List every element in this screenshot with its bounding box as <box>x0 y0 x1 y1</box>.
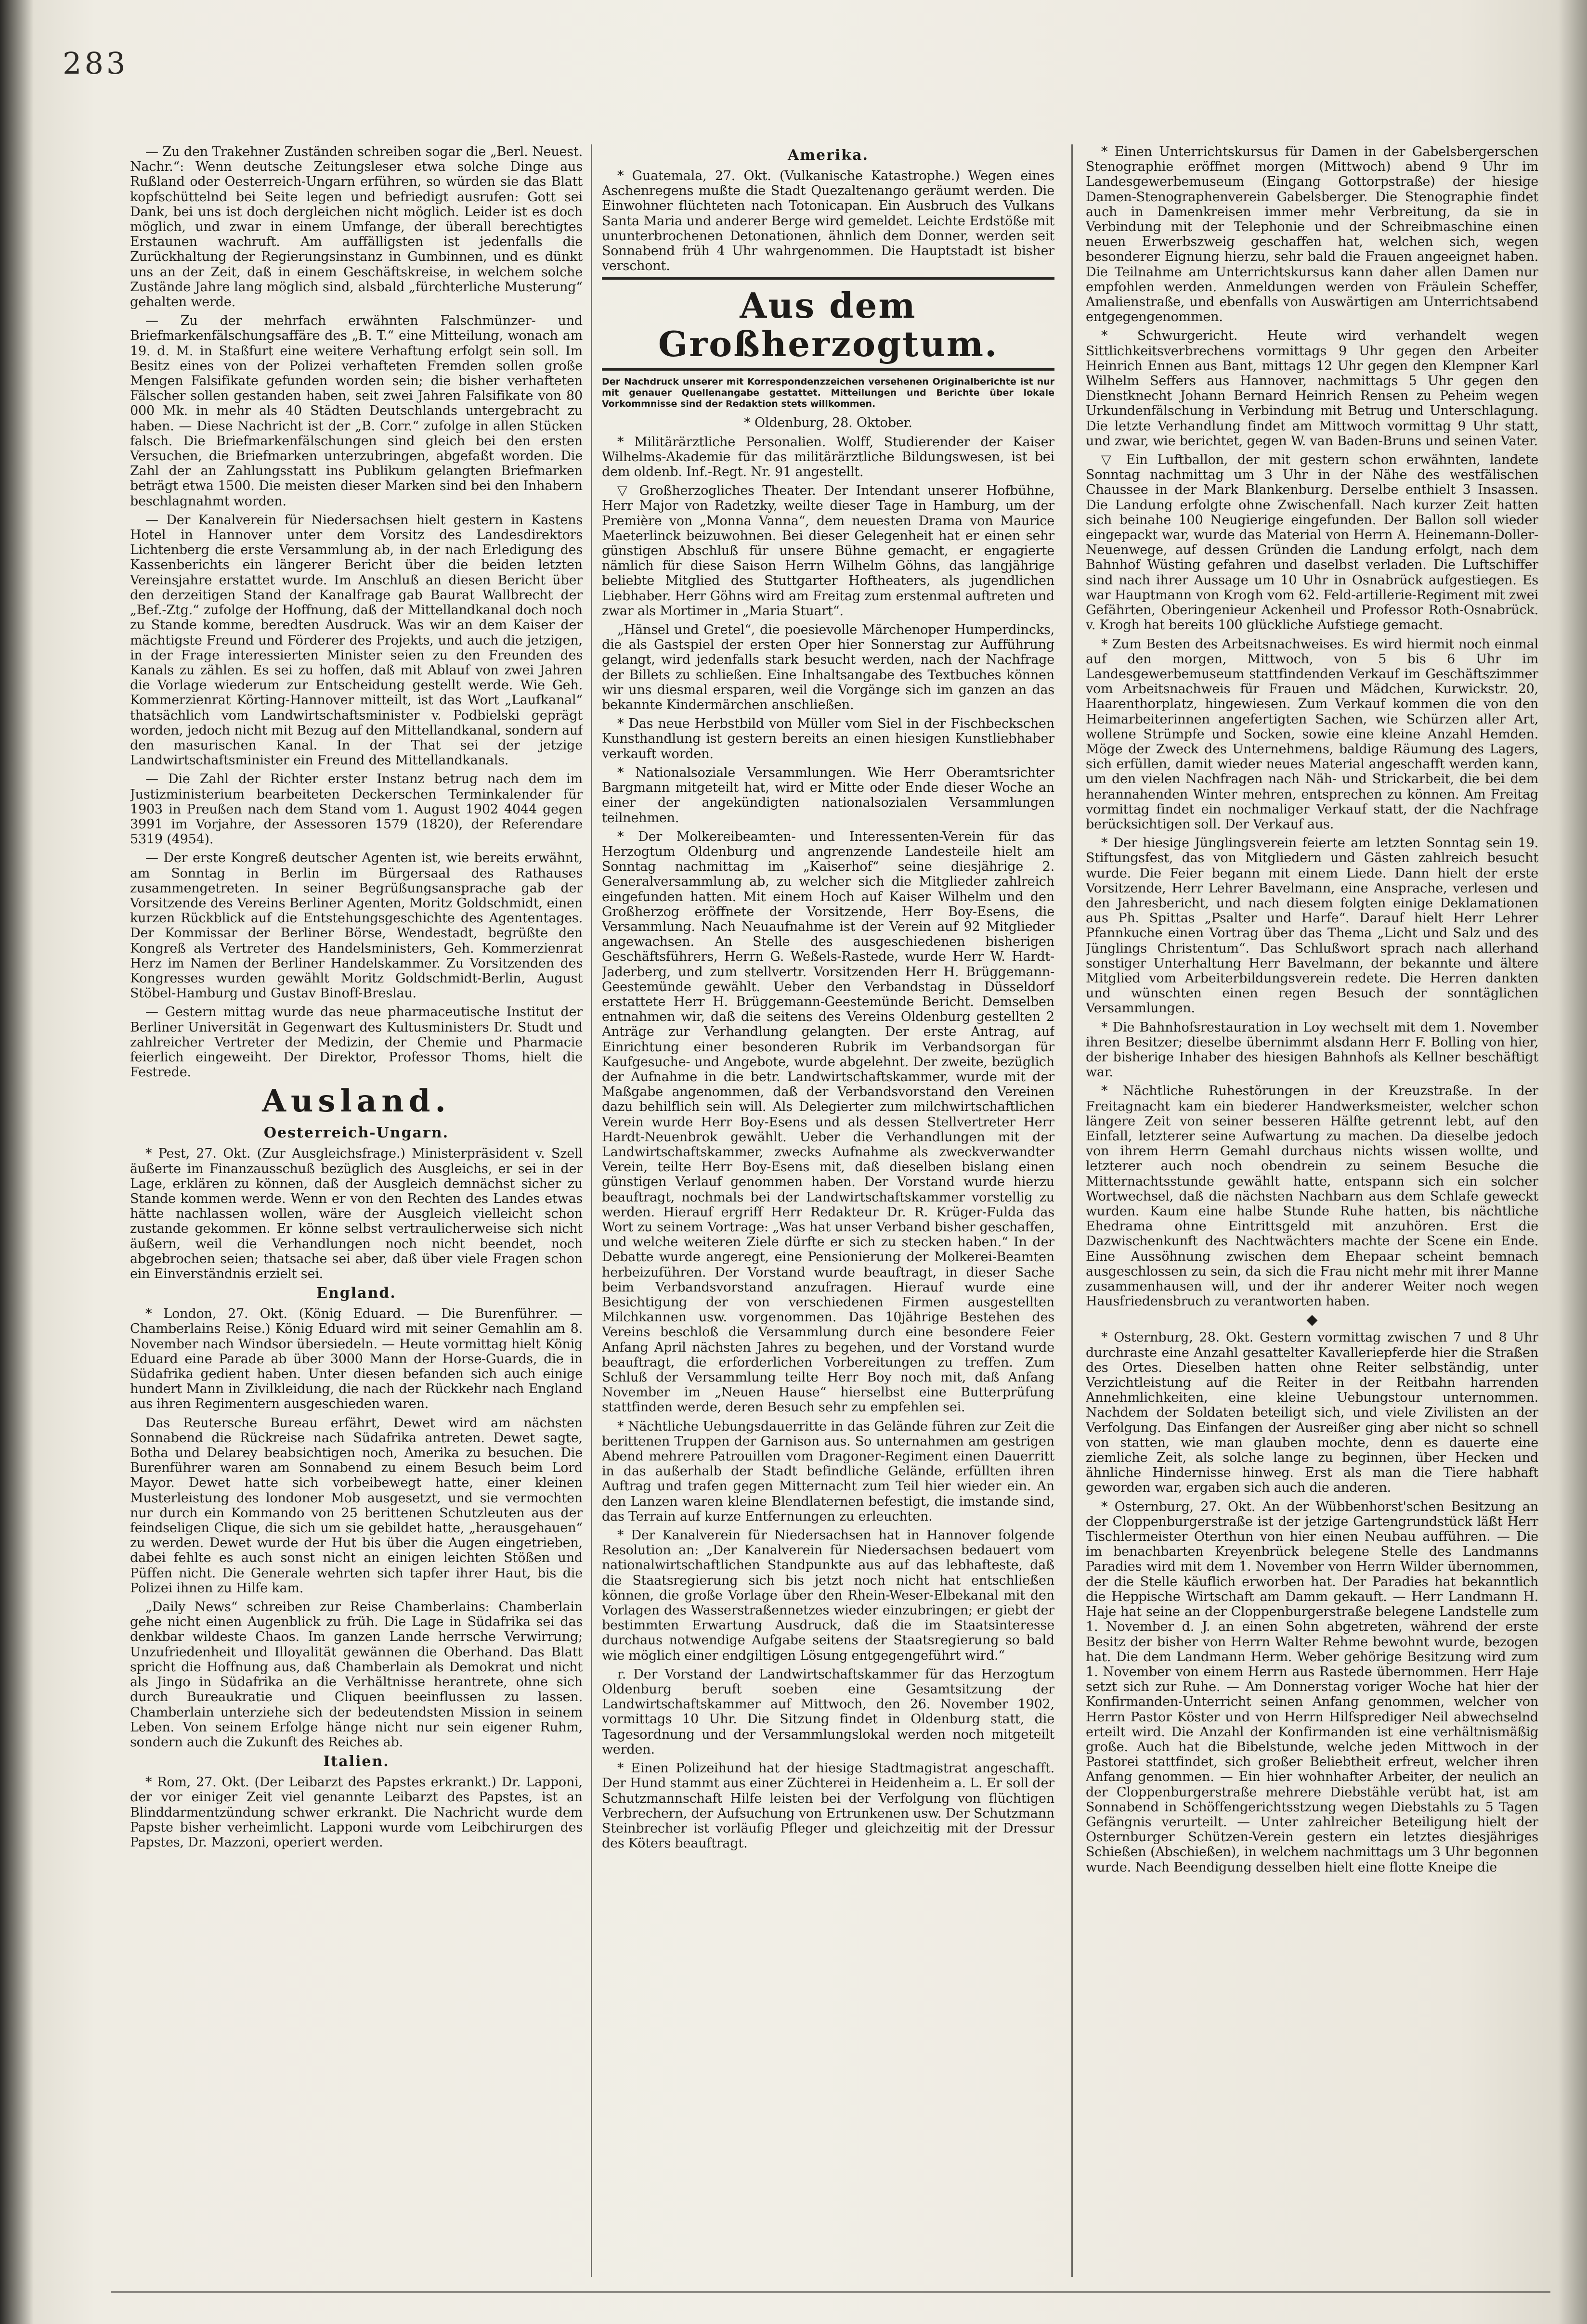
subsection-title-italien: Italien. <box>323 1753 390 1770</box>
article-reuter: Das Reutersche Bureau erfährt, Dewet wird am nächsten Sonnabend die Rückreise nach Südafrika antreten. Dewet sagte, Botha und Delarey beabsichtigen noch, Amerika zu besuchen. Die Burenführer waren am Sonnabend zu einem Besuch beim Lord Mayor. Dewet hatte sich vorbeibewegt hatte, einer kleinen Musterleistung des londoner Mob ausgesetzt, und sie vermochten nur durch ein Kommando von 25 berittenen Schutzleuten aus der feindseligen Clique, die sich um sie gebildet hatte, „herausgehauen“ zu werden. Dewet wurde der Hut bis über die Augen eingetrieben, dabei fehlte es auch sonst nicht an einigen leichten Stößen und Püffen nicht. Die Generale wehrten sich tapfer ihrer Haut, bis die Polizei ihnen zu Hilfe kam. <box>130 1415 583 1596</box>
article-molkereibeamten: * Der Molkereibeamten- und Interessenten-Verein für das Herzogtum Oldenburg und angrenzende Landesteile hielt am Sonntag nachmittag im „Kaiserhof“ seine diesjährige 2. Generalversammlung ab, zu welcher sich die Mitglieder zahlreich eingefunden hatten. Mit einem Hoch auf Kaiser Wilhelm und den Großherzog eröffnete der Vorsitzende, Herr Boy-Esens, die Versammlung. Nach Neuaufnahme ist der Verein auf 92 Mitglieder angewachsen. An Stelle des ausgeschiedenen bisherigen Geschäftsführers, Herrn G. Weßels-Rastede, wurde Herr W. Hardt-Jaderberg, und zum stellvertr. Vorsitzenden Herr H. Brüggemann-Geestemünde gewählt. Ueber den Verbandstag in Düsseldorf erstattete Herr H. Brüggemann-Geestemünde Bericht. Demselben entnahmen wir, daß die seitens des Vereins Oldenburg gestellten 2 Anträge zur Verhandlung gelangten. Der erste Antrag, auf Einrichtung einer besonderen Rubrik im Verbandsorgan für Kaufgesuche- und Angebote, wurde abgelehnt. Der zweite, bezüglich der Aufnahme in die betr. Landwirtschaftskammer, wurde mit der Maßgabe angenommen, daß der Verbandsvorstand den Vereinen dazu behilflich sein will. Als Delegierter zum milchwirtschaftlichen Verein wurde Herr Boy-Esens und als dessen Stellvertreter Herr Hardt-Neuenbrok gewählt. Ueber die Verhandlungen mit der Landwirtschaftskammer, zwecks Aufnahme als zweckverwandter Verein, teilte Herr Boy-Esens mit, daß dieselben bislang einen günstigen Verlauf genommen haben. Der Vorstand wurde hierzu beauftragt, nochmals bei der Landwirtschaftskammer vorstellig zu werden. Hierauf ergriff Herr Redakteur Dr. R. Krüger-Fulda das Wort zu seinem Vortrage: „Was hat unser Verband bisher geschaffen, und welche weiteren Ziele dürfte er sich zu stecken haben.“ In der Debatte wurde angeregt, eine Pensionierung der Molkerei-Beamten herbeizuführen. Der Vorstand wurde beauftragt, in dieser Sache beim Verbandsvorstand anzufragen. Hierauf wurde eine Besichtigung der von verschiedenen Firmen ausgestellten Milchkannen usw. vorgenommen. Das 10jährige Bestehen des Vereins beschloß die Versammlung durch eine besondere Feier Anfang April nächsten Jahres zu begehen, und der Vorstand wurde beauftragt, die erforderlichen Vorbereitungen zu treffen. Zum Schluß der Versammlung teilte Herr Boy noch mit, daß Anfang November im „Neuen Hause“ hierselbst eine Butterprüfung stattfinden werde, deren Besuch sehr zu empfehlen sei. <box>602 829 1054 1415</box>
article-unterrichtskursus: * Einen Unterrichtskursus für Damen in der Gabelsbergerschen Stenographie eröffnet morgen (Mittwoch) abend 9 Uhr im Landesgewerbemuseum (Eingang Gottorpstraße) der hiesige Damen-Stenographenverein Gabelsberger. Die Stenographie findet auch in Damenkreisen immer mehr Verbreitung, da sie in Verbindung mit der Telephonie und der Schreibmaschine einen neuen Erwerbszweig geschaffen hat, welchen sich, wegen besonderer Eignung hierzu, sehr bald die Frauen angeeignet haben. Die Teilnahme am Unterrichtskursus kann daher allen Damen nur empfohlen werden. Anmeldungen werden von Fräulein Scheffer, Amalienstraße, und ebenfalls von Auswärtigen am Unterrichtsabend entgegengenommen. <box>1086 144 1538 325</box>
page-number: 283 <box>63 46 129 81</box>
article-herbstbild: * Das neue Herbstbild von Müller vom Siel in der Fischbeckschen Kunsthandlung ist gestern bereits an einen hiesigen Kunstliebhaber verkauft worden. <box>602 716 1054 762</box>
article-agenten-kongress: — Der erste Kongreß deutscher Agenten ist, wie bereits erwähnt, am Sonntag in Berlin im Bürgersaal des Rathauses zusammengetreten. In seiner Begrüßungsansprache gab der Vorsitzende des Vereins Berliner Agenten, Moritz Goldschmidt, einen kurzen Rückblick auf die Entstehungsgeschichte des Agententages. Der Kommissar der Berliner Börse, Wendestadt, begrüßte den Kongreß als Vertreter des Handelsministers, Geh. Kommerzienrat Herz im Namen der Berliner Handelskammer. Zu Vorsitzenden des Kongresses wurden gewählt Moritz Goldschmidt-Berlin, August Stöbel-Hamburg und Gustav Binoff-Breslau. <box>130 851 583 1001</box>
dateline-oldenburg: * Oldenburg, 28. Oktober. <box>744 415 912 431</box>
reprint-note: Der Nachdruck unserer mit Korrespondenzzeichen versehenen Originalberichte ist nur mit genauer Quellenangabe gestattet. Mitteilungen und Berichte über lokale Vorkommnisse sind der Redaktion stets willkommen. <box>602 376 1054 410</box>
article-london: * London, 27. Okt. (König Eduard. — Die Burenführer. — Chamberlains Reise.) König Eduard wird mit seiner Gemahlin am 8. November nach Windsor übersiedeln. — Heute vormittag hielt König Eduard eine Parade ab über 3000 Mann der Horse-Guards, die in Südafrika gedient haben. Unter diesen befanden sich auch einige hundert Mann in Zivilkleidung, die nach der Rückkehr nach England aus ihren Regimentern ausgeschieden waren. <box>130 1306 583 1412</box>
article-nationalsoziale: * Nationalsoziale Versammlungen. Wie Herr Oberamtsrichter Bargmann mitgeteilt hat, wird er Mitte oder Ende dieser Woche an einer der angekündigten nationalsozialen Versammlungen teilnehmen. <box>602 765 1054 826</box>
subsection-title-amerika: Amerika. <box>788 147 869 164</box>
column-rule <box>591 144 592 2277</box>
subsection-title-oesterreich: Oesterreich-Ungarn. <box>263 1124 449 1142</box>
section-title-ausland: Ausland. <box>262 1083 451 1120</box>
bottom-rule <box>111 2291 1550 2293</box>
column-left <box>130 144 583 2262</box>
divider-mark: ◆ <box>1306 1311 1318 1329</box>
article-schwurgericht: * Schwurgericht. Heute wird verhandelt wegen Sittlichkeitsverbrechens vormittags 9 Uhr gegen den Arbeiter Heinrich Ennen aus Bant, mittags 12 Uhr gegen den Klempner Karl Wilhelm Seffers aus Hannover, nachmittags 5 Uhr gegen den Dienstknecht Johann Bernard Heinrich Rensen zu Peheim wegen Urkundenfälschung in Verbindung mit Betrug und Unterschlagung. Die letzte Verhandlung findet am Mittwoch vormittag 9 Uhr statt, und zwar, wie berichtet, gegen W. van Baden-Bruns und seinen Vater. <box>1086 328 1538 449</box>
article-kanalverein-resolution: * Der Kanalverein für Niedersachsen hat in Hannover folgende Resolution an: „Der Kanalverein für Niedersachsen bedauert vom nationalwirtschaftlichen Standpunkte aus auf das lebhafteste, daß die Staatsregierung sich bis jetzt noch nicht hat entschließen können, die große Vorlage über den Rhein-Weser-Elbekanal mit den Vorlagen des Wasserstraßennetzes wieder einzubringen; er giebt der bestimmten Erwartung Ausdruck, daß die im Staatsinteresse durchaus notwendige Aufgabe seitens der Staatsregierung so bald wie möglich einer endgiltigen Lösung entgegengeführt wird.“ <box>602 1528 1054 1663</box>
subsection-title-england: England. <box>316 1285 396 1302</box>
article-uebungsdauerritte: * Nächtliche Uebungsdauerritte in das Gelände führen zur Zeit die berittenen Truppen der Garnison aus. So unternahmen am gestrigen Abend mehrere Patrouillen vom Dragoner-Regiment einen Dauerritt in das außerhalb der Stadt befindliche Gelände, erfüllten ihren Auftrag und trafen gegen Mitternacht zum Teil hier wieder ein. An den Lanzen waren kleine Blendlaternen befestigt, die imstande sind, das Terrain auf kurze Entfernungen zu erleuchten. <box>602 1419 1054 1524</box>
header-grossherzogtum: Aus dem Großherzogtum. <box>602 277 1054 371</box>
binding-shadow <box>0 0 34 2324</box>
article-osternburg-28: * Osternburg, 28. Okt. Gestern vormittag zwischen 7 und 8 Uhr durchraste eine Anzahl gesattelter Kavalleriepferde hier die Straßen des Ortes. Dieselben hatten ohne Reiter selbständig, unter Verzichtleistung auf die Reiter in der Reitbahn harrenden Annehmlichkeiten, eine kleine Uebungstour unternommen. Nachdem der Soldaten beteiligt sich, und viele Zivilisten an der Verfolgung. Das Einfangen der Ausreißer ging aber nicht so schnell von statten, wie man glauben mochte, denn es dauerte eine ziemliche Zeit, als solche lange zu beginnen, über Hecken und ähnliche Hindernisse hinweg. Erst als man die Tiere habhaft geworden war, ergaben sich auch die anderen. <box>1086 1330 1538 1496</box>
article-rom: * Rom, 27. Okt. (Der Leibarzt des Papstes erkrankt.) Dr. Lapponi, der vor einiger Zeit viel genannte Leibarzt des Papstes, ist an Blinddarmentzündung schwer erkrankt. Die Nachricht wurde dem Papste bisher verheimlicht. Lapponi wurde vom Leibchirurgen des Papstes, Dr. Mazzoni, operiert werden. <box>130 1775 583 1850</box>
column-right <box>1086 144 1538 2262</box>
article-ruhestoerungen: * Nächtliche Ruhestörungen in der Kreuzstraße. In der Freitagnacht kam ein biederer Handwerksmeister, welcher schon längere Zeit von seiner besseren Hälfte getrennt lebt, auf den Einfall, letzterer seine Aufwartung zu machen. Da dieselbe jedoch von ihrem Herrn Gemahl durchaus nichts wissen wollte, und letzterer auch noch obendrein zu seinem Besuche die Mitternachtsstunde gewählt hatte, entspann sich ein solcher Wortwechsel, daß die nächsten Nachbarn aus dem Schlafe geweckt wurden. Kaum eine halbe Stunde Ruhe hatten, bis nächtliche Ehedrama ohne Eintrittsgeld mit anzuhören. Erst die Dazwischenkunft des Nachtwächters machte der Scene ein Ende. Eine Aussöhnung zwischen dem Ehepaar scheint bemnach ausgeschlossen zu sein, da sich die Frau nicht mehr mit ihrer Manne zusammenhausen will, und der ihr anderer Weiter noch wegen Hausfriedensbruch zu verantworten haben. <box>1086 1084 1538 1309</box>
article-pest: * Pest, 27. Okt. (Zur Ausgleichsfrage.) Ministerpräsident v. Szell äußerte im Finanzausschuß bezüglich des Ausgleichs, er sei in der Lage, erklären zu können, daß der Ausgleich demnächst sicher zu Stande kommen werde. Wenn er von den Rechten des Landes etwas hätte nachlassen wollen, wäre der Ausgleich vielleicht schon zustande gekommen. Er könne selbst vertraulicherweise sich nicht äußern, weil die Verhandlungen noch nicht beendet, noch abgebrochen seien; thatsache sei aber, daß über viele Fragen schon ein Einverständnis erzielt sei. <box>130 1146 583 1282</box>
article-arbeitsnachweis: * Zum Besten des Arbeitsnachweises. Es wird hiermit noch einmal auf den morgen, Mittwoch, von 5 bis 6 Uhr im Landesgewerbemuseum stattfindenden Verkauf im Geschäftszimmer vom Arbeitsnachweis für Frauen und Mädchen, Kurwickstr. 20, Haarenthorplatz, hingewiesen. Zum Verkauf kommen die von den Heimarbeiterinnen angefertigten Sachen, wie Schürzen aller Art, wollene Strümpfe und Socken, sowie eine kleine Anzahl Hemden. Möge der Zweck des Unternehmens, baldige Räumung des Lagers, sich erfüllen, damit wieder neues Material angeschafft werden kann, um den vielen Nachfragen nach Näh- und Strickarbeit, die bei dem herannahenden Winter mehren, entsprechen zu können. Am Freitag vormittag findet ein nochmaliger Verkauf statt, der die Nachfrage berücksichtigen soll. Der Verkauf aus. <box>1086 636 1538 832</box>
article-militaeraerztliche: * Militärärztliche Personalien. Wolff, Studierender der Kaiser Wilhelms-Akademie für das militärärztliche Bildungswesen, ist bei dem oldenb. Inf.-Regt. Nr. 91 angestellt. <box>602 434 1054 480</box>
article-osternburg-27: * Osternburg, 27. Okt. An der Wübbenhorst'schen Besitzung an der Cloppenburgerstraße ist der jetzige Gartengrundstück läßt Herr Tischlermeister Oterthun von hier einen Neubau aufführen. — Die im benachbarten Kreyenbrück belegene Stelle des Landmanns Paradies wird mit dem 1. November von Herrn Wilder übernommen, der die Stelle käuflich erworben hat. Der Paradies hat bekanntlich die Heppische Wirtschaft am Damm gekauft. — Herr Landmann H. Haje hat seine an der Cloppenburgerstraße belegene Landstelle zum 1. November d. J. an einen Sohn abgetreten, während der erste Besitz der bisher von Herrn Walter Rehme bewohnt wurde, bezogen hat. Die dem Landmann Herm. Weber gehörige Besitzung wird zum 1. November von einem Herrn aus Rastede übernommen. Herr Haje setzt sich zur Ruhe. — Am Donnerstag voriger Woche hat hier der Konfirmanden-Unterricht seinen Anfang genommen, welcher von Herrn Pastor Köster und von Herrn Hilfsprediger Neil abwechselnd erteilt wird. Die Anzahl der Konfirmanden ist eine verhältnismäßig große. Auch hat die Bibelstunde, welche jeden Mittwoch in der Pastorei stattfindet, sich großer Beliebtheit erfreut, welcher ihren Anfang genommen. — Ein hier wohnhafter Arbeiter, der neulich an der Cloppenburgerstraße mehrere Diebstähle verübt hat, ist am Sonnabend in Schöffengerichtsstzung wegen Diebstahls zu 5 Tagen Gefängnis verurteilt. — Unter zahlreicher Beteiligung hielt der Osternburger Schützen-Verein gestern ein letztes diesjähriges Schießen (Abschießen), in welchem nachmittags um 3 Uhr begonnen wurde. Nach Beendigung desselben hielt eine flotte Kneipe die <box>1086 1499 1538 1875</box>
article-trakehner: — Zu den Trakehner Zuständen schreiben sogar die „Berl. Neuest. Nachr.“: Wenn deutsche Zeitungsleser etwa solche Dinge aus Rußland oder Oesterreich-Ungarn erführen, so würden sie das Blatt kopfschüttelnd bei Seite legen und befriedigt ausrufen: Gott sei Dank, bei uns ist doch dergleichen nicht möglich. Leider ist es doch möglich, und zwar in einem Umfange, der überall berechtigtes Erstaunen wachruft. Am auffälligsten ist jedenfalls die Zurückhaltung der Regierungsinstanz in Gumbinnen, und es dünkt uns an der Zeit, daß in einem Geschäftskreise, in welchem solche Zustände Jahre lang möglich sind, alsbald „fürchterliche Musterung“ gehalten werde. <box>130 144 583 310</box>
article-juenglingsverein: * Der hiesige Jünglingsverein feierte am letzten Sonntag sein 19. Stiftungsfest, das von Mitgliedern und Gästen zahlreich besucht wurde. Die Feier begann mit einem Liede. Dann hielt der erste Vorsitzende, Herr Lehrer Bavelmann, eine Ansprache, verlesen und den Jahresbericht, und nach diesem folgten einige Deklamationen aus Ph. Spittas „Psalter und Harfe“. Darauf hielt Herr Lehrer Pfannkuche einen Vortrag über das Thema „Licht und Salz und des Jünglings Christentum“. Das Schlußwort sprach nach allerhand sonstiger Unterhaltung Herr Bavelmann, der bekannte und ältere Mitglied vom Arbeiterbildungsverein redete. Die Herren dankten und wünschten einen regen Besuch der sonntäglichen Versammlungen. <box>1086 836 1538 1016</box>
article-polizeihund: * Einen Polizeihund hat der hiesige Stadtmagistrat angeschafft. Der Hund stammt aus einer Züchterei in Heidenheim a. L. Er soll der Schutzmannschaft Hilfe leisten bei der Verfolgung von flüchtigen Verbrechern, der Aufsuchung von Ertrunkenen usw. Der Schutzmann Steinbrecher ist vorläufig Pfleger und gleichzeitig mit der Dressur des Köters beauftragt. <box>602 1761 1054 1851</box>
article-theater: ▽ Großherzogliches Theater. Der Intendant unserer Hofbühne, Herr Major von Radetzky, weilte dieser Tage in Hamburg, um der Première von „Monna Vanna“, dem neuesten Drama von Maurice Maeterlinck beizuwohnen. Bei dieser Gelegenheit hat er einen sehr günstigen Abschluß für unsere Bühne gemacht, er engagierte nämlich für diese Saison Herrn Wilhelm Göhns, das langjährige beliebte Mitglied des Stuttgarter Hoftheaters, als jugendlichen Liebhaber. Herr Göhns wird am Freitag zum erstenmal auftreten und zwar als Mortimer in „Maria Stuart“. <box>602 483 1054 619</box>
article-landwirtschaftskammer: r. Der Vorstand der Landwirtschaftskammer für das Herzogtum Oldenburg beruft soeben eine Gesamtsitzung der Landwirtschaftskammer auf Mittwoch, den 26. November 1902, vormittags 10 Uhr. Die Sitzung findet in Oldenburg statt, die Tagesordnung und der Versammlungslokal werden noch mitgeteilt werden. <box>602 1666 1054 1757</box>
column-rule <box>1071 144 1073 2277</box>
edge-shadow <box>1558 0 1587 2324</box>
article-kanalverein: — Der Kanalverein für Niedersachsen hielt gestern in Kastens Hotel in Hannover unter dem Vorsitz des Landesdirektors Lichtenberg die erste Versammlung ab, in der nach Erledigung des Kassenberichts ein längerer Bericht über die beiden letzten Vereinsjahre erstattet wurde. Im Anschluß an diesen Bericht über den derzeitigen Stand der Kanalfrage gab Baurat Wallbrecht der „Bef.-Ztg.“ zufolge der Hoffnung, daß der Mittellandkanal doch noch zu Stande komme, beredten Ausdruck. Was wir an dem Kaiser der mächtigste Freund und Förderer des Projekts, und auch die jetzigen, in der Frage interessierten Minister seien zu den Freunden des Kanals zu zählen. Es sei zu hoffen, daß mit Ablauf von zwei Jahren die Vorlage wiederum zur Entscheidung gestellt werde. Wie Geh. Kommerzienrat Körting-Hannover mitteilt, ist das Wort „Laufkanal“ thatsächlich vom Landwirtschaftsminister v. Podbielski geprägt worden, jedoch nicht mit Bezug auf den Mittellandkanal, sondern auf den masurischen Kanal. In der That sei der jetzige Landwirtschaftsminister ein Freund des Mittellandkanals. <box>130 512 583 768</box>
article-richter: — Die Zahl der Richter erster Instanz betrug nach dem im Justizministerium bearbeiteten Deckerschen Terminkalender für 1903 in Preußen nach dem Stand vom 1. August 1902 4044 gegen 3991 im Vorjahre, der Assessoren 1579 (1820), der Referendare 5319 (4954). <box>130 772 583 847</box>
article-pharmaceutisches-institut: — Gestern mittag wurde das neue pharmaceutische Institut der Berliner Universität in Gegenwart des Kultusministers Dr. Studt und zahlreicher Vertreter der Medizin, der Chemie und Pharmacie feierlich eingeweiht. Der Direktor, Professor Thoms, hielt die Festrede. <box>130 1005 583 1080</box>
article-luftballon: ▽ Ein Luftballon, der mit gestern schon erwähnten, landete Sonntag nachmittag um 3 Uhr in der Nähe des westfälischen Chaussee in der Mark Blankenburg. Derselbe enthielt 3 Insassen. Die Landung erfolgte ohne Zwischenfall. Nach kurzer Zeit hatten sich beinahe 100 Neugierige eingefunden. Der Ballon soll wieder eingepackt war, wurde das Material von Herrn A. Heinemann-Doller-Neuenwege, auf dessen Gründen die Landung erfolgt, nach dem Bahnhof Wüsting gefahren und daselbst verladen. Die Luftschiffer sind nach ihrer Aussage um 10 Uhr in Osnabrück aufgestiegen. Es war Hauptmann von Krogh vom 62. Feld-artillerie-Regiment mit zwei Gefährten, Oberingenieur Ackenheil und Professor Roth-Osnabrück. v. Krogh hat bereits 100 glückliche Aufstiege gemacht. <box>1086 452 1538 633</box>
article-guatemala: * Guatemala, 27. Okt. (Vulkanische Katastrophe.) Wegen eines Aschenregens mußte die Stadt Quezaltenango geräumt werden. Die Einwohner flüchteten nach Totonicapan. Ein Ausbruch des Vulkans Santa Maria und anderer Berge wird gemeldet. Leichte Erdstöße mit ununterbrochenen Detonationen, ähnlich dem Donner, werden seit Sonnabend früh 4 Uhr wahrgenommen. Die Hauptstadt ist bisher verschont. <box>602 168 1054 274</box>
column-middle <box>602 144 1054 2262</box>
article-daily-news: „Daily News“ schreiben zur Reise Chamberlains: Chamberlain gehe nicht einen Augenblick zu früh. Die Lage in Südafrika sei das denkbar wildeste Chaos. Im ganzen Lande herrsche Verwirrung; Unzufriedenheit und Illoyalität gewännen die Oberhand. Das Blatt spricht die Hoffnung aus, daß Chamberlain als Demokrat und nicht als Jingo in Südafrika an die Verhältnisse herantrete, ohne sich durch Bureaukratie und Cliquen beeinflussen zu lassen. Chamberlain unterziehe sich der bedeutendsten Mission in seinem Leben. Von seinem Erfolge hänge nicht nur sein eigener Ruhm, sondern auch die Zukunft des Reiches ab. <box>130 1600 583 1750</box>
article-falschmuenzer: — Zu der mehrfach erwähnten Falschmünzer- und Briefmarkenfälschungsaffäre des „B. T.“ eine Mitteilung, wonach am 19. d. M. in Staßfurt eine weitere Verhaftung erfolgt sein soll. Im Besitz eines von der Polizei verhafteten Fremden sollen große Mengen Falsifikate gefunden worden sein; die bisher verhafteten Fälscher sollen gestanden haben, seit zwei Jahren Falsifikate von 80 000 Mk. in mehr als 40 Städten Deutschlands untergebracht zu haben. — Diese Nachricht ist der „B. Corr.“ zufolge in allen Stücken falsch. Die Briefmarkenfälschungen sind gleich bei den ersten Versuchen, die Briefmarken unterzubringen, abgefaßt worden. Die Zahl der an Zahlungsstatt ins Publikum gelangten Briefmarken beträgt etwa 1500. Die meisten dieser Marken sind bei den Inhabern beschlagnahmt worden. <box>130 313 583 509</box>
article-haensel-gretel: „Hänsel und Gretel“, die poesievolle Märchenoper Humperdincks, die als Gastspiel der ersten Oper hier Sonnerstag zur Aufführung gelangt, wird jedenfalls stark besucht werden, nach der Nachfrage der Billets zu schließen. Eine Inhaltsangabe des Textbuches können wir uns diesmal ersparen, weil die Vorgänge sich im ganzen an das bekannte Kindermärchen anschließen. <box>602 622 1054 713</box>
article-bahnhofsrestauration: * Die Bahnhofsrestauration in Loy wechselt mit dem 1. November ihren Besitzer; dieselbe übernimmt alsdann Herr F. Bolling von hier, der bisherige Inhaber des hiesigen Bahnhofs als Kellner beschäftigt war. <box>1086 1020 1538 1080</box>
